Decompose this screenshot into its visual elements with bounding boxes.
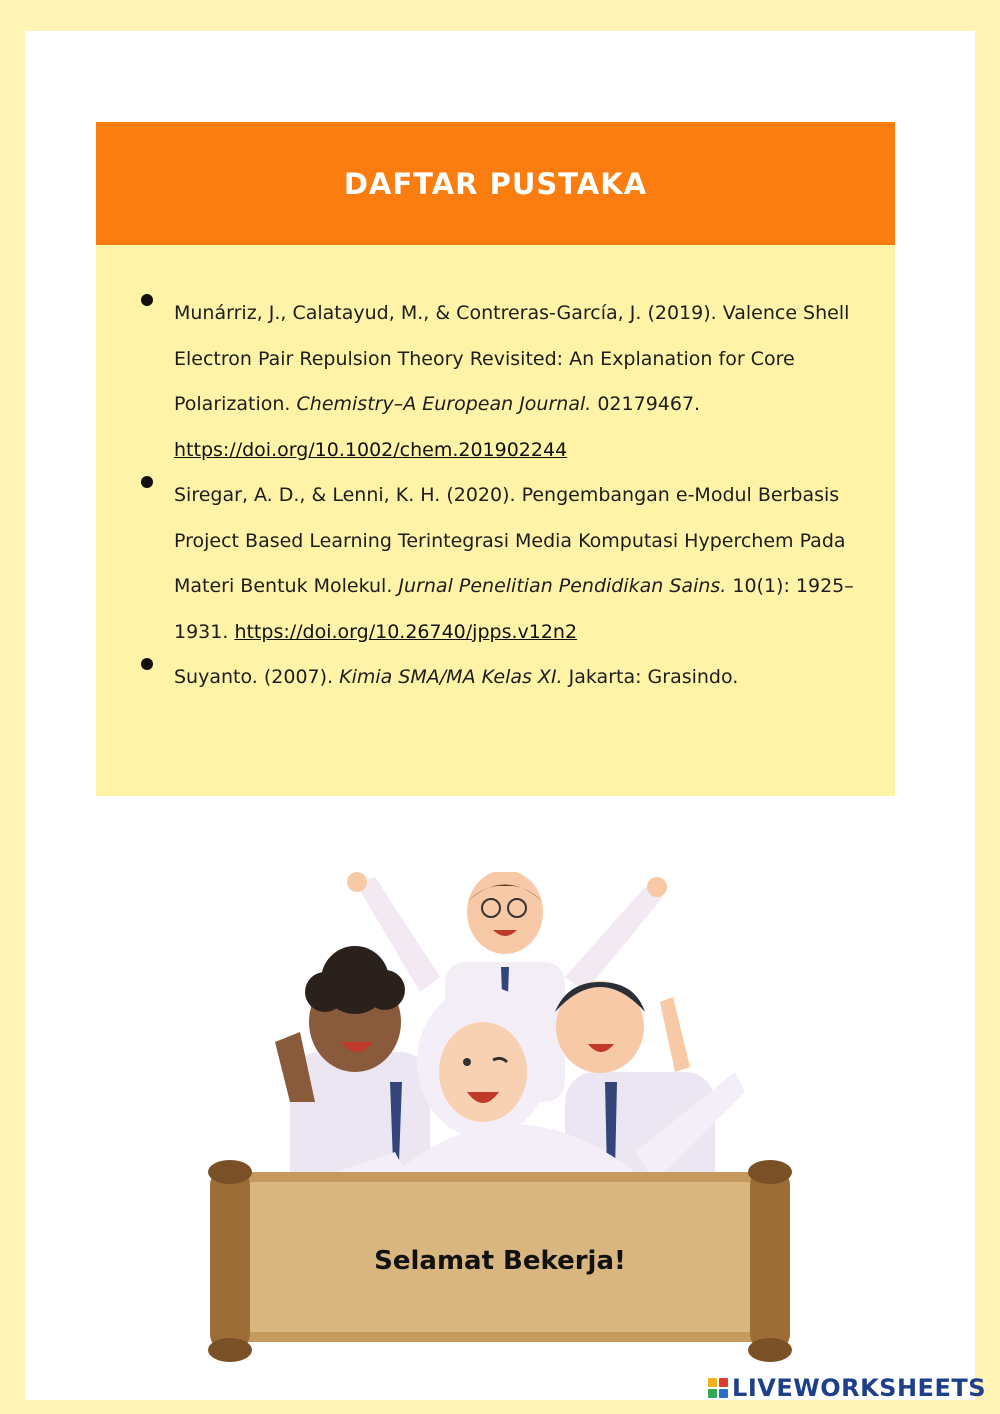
students-illustration <box>205 872 795 1372</box>
reference-item <box>96 473 895 655</box>
reference-text: Munárriz, J., Calatayud, M., & Contreras-García, J. (2019). Valence Shell Electron Pair Repulsion Theory Revisited: An Explanation for Core Polarization. <box>174 302 850 415</box>
references-header <box>96 122 895 245</box>
page-title: DAFTAR PUSTAKA <box>343 166 648 201</box>
watermark-text: LIVEWORKSHEETS <box>732 1374 986 1402</box>
references-card <box>96 245 895 796</box>
reference-doi-link[interactable]: https://doi.org/10.1002/chem.201902244 <box>174 438 568 461</box>
reference-list <box>96 291 895 701</box>
banner-message: Selamat Bekerja! <box>374 1246 626 1276</box>
reference-journal: Chemistry–A European Journal. <box>296 393 592 415</box>
liveworksheets-watermark <box>708 1374 986 1402</box>
reference-journal: Jurnal Penelitian Pendidikan Sains. <box>398 575 727 597</box>
reference-text: Siregar, A. D., & Lenni, K. H. (2020). Pengembangan e-Modul Berbasis Project Based Learning Terintegrasi Media Komputasi Hyperchem Pada Materi Bentuk Molekul. <box>174 484 846 597</box>
reference-details: 10(1): 1925–1931. <box>174 575 854 643</box>
reference-text: Suyanto. (2007). <box>174 666 340 688</box>
bullet-icon <box>141 658 153 670</box>
reference-item <box>96 291 895 473</box>
reference-details: Jakarta: Grasindo. <box>562 666 739 688</box>
reference-details: 02179467. <box>591 393 701 415</box>
reference-item <box>96 655 895 701</box>
bullet-icon <box>141 476 153 488</box>
reference-book-title: Kimia SMA/MA Kelas XI. <box>339 666 563 688</box>
bullet-icon <box>141 294 153 306</box>
reference-doi-link[interactable]: https://doi.org/10.26740/jpps.v12n2 <box>234 620 578 643</box>
liveworksheets-logo-icon <box>708 1378 728 1398</box>
